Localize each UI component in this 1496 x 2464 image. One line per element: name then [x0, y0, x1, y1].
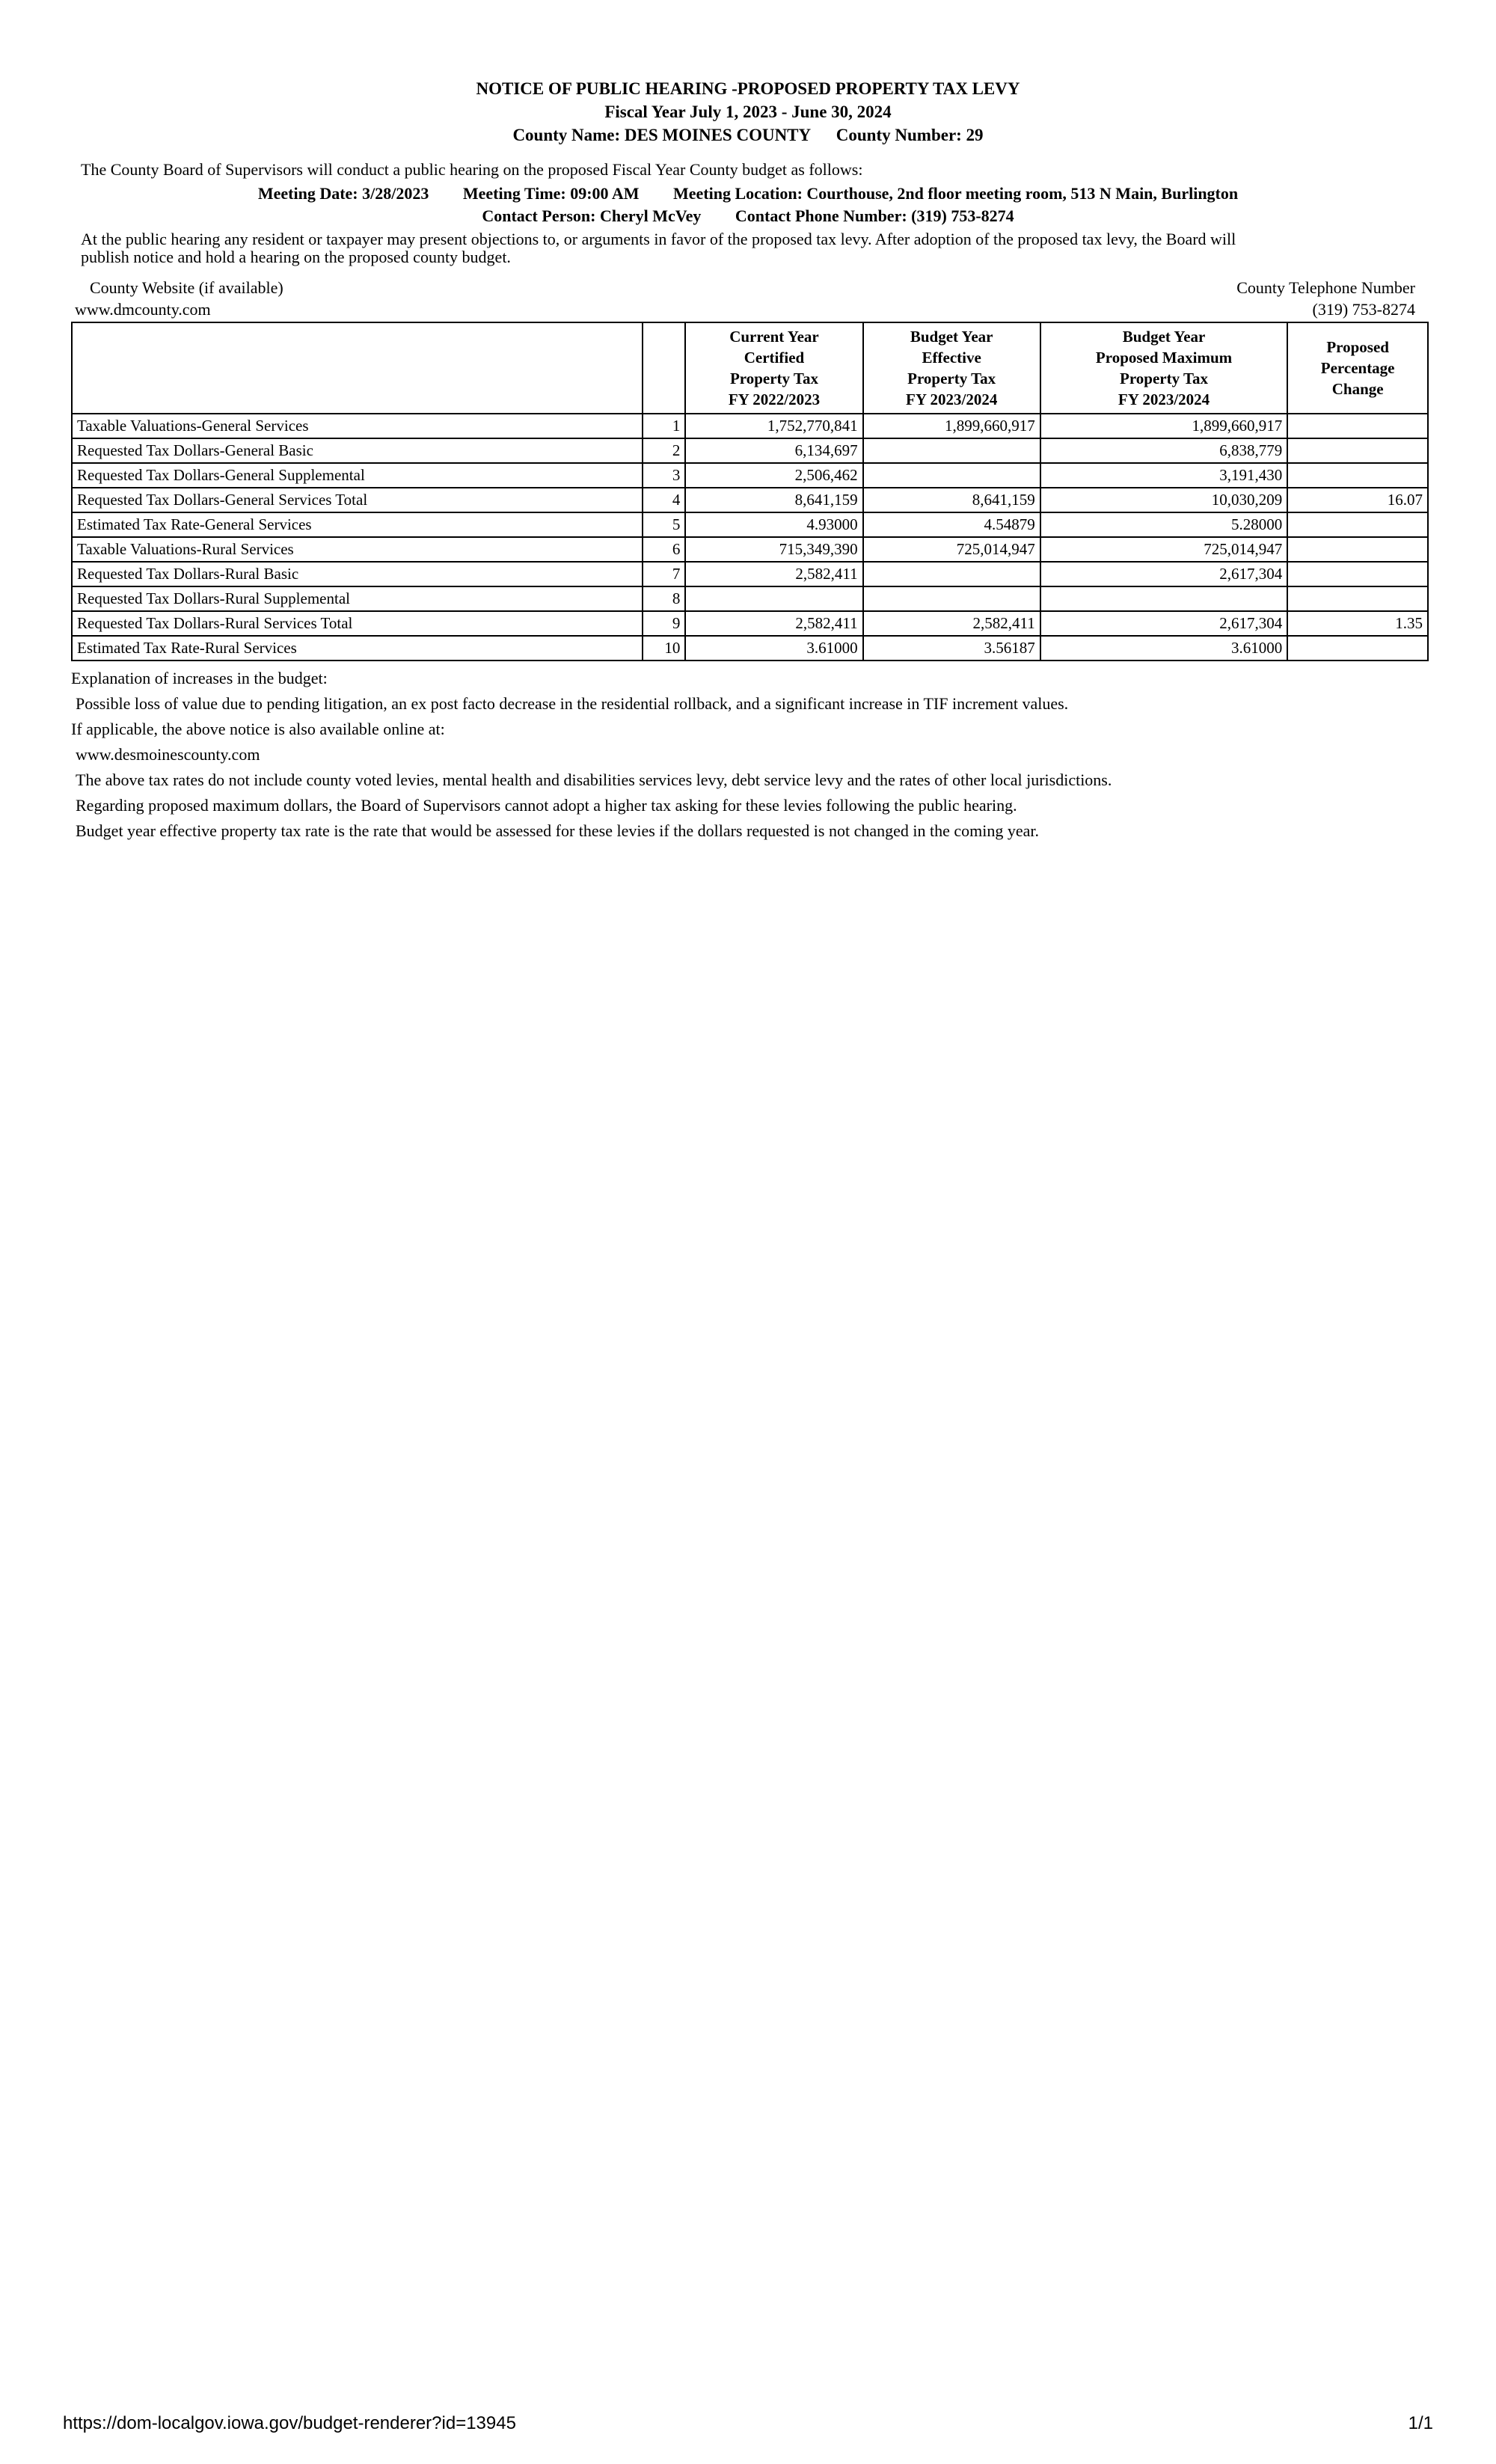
- row-number: 6: [643, 537, 686, 562]
- phone-value: (319) 753-8274: [1312, 300, 1415, 319]
- public-hearing-line-2: publish notice and hold a hearing on the proposed county budget.: [81, 248, 511, 266]
- header-blank: [72, 322, 643, 414]
- row-label: Requested Tax Dollars-Rural Supplemental: [72, 586, 643, 611]
- header-blank-num: [643, 322, 686, 414]
- row-label: Requested Tax Dollars-Rural Basic: [72, 562, 643, 586]
- cell-percentage-change: 1.35: [1287, 611, 1428, 636]
- cell-budget-maximum: 725,014,947: [1040, 537, 1288, 562]
- cell-percentage-change: 16.07: [1287, 488, 1428, 512]
- levy-table-body: [72, 414, 1428, 661]
- notice-header: [0, 77, 1496, 147]
- cell-current-year: 2,506,462: [685, 463, 862, 488]
- table-row: [72, 463, 1428, 488]
- cell-current-year: 3.61000: [685, 636, 862, 661]
- row-label: Estimated Tax Rate-Rural Services: [72, 636, 643, 661]
- cell-budget-effective: 2,582,411: [863, 611, 1040, 636]
- cell-percentage-change: [1287, 463, 1428, 488]
- county-number: County Number: 29: [836, 126, 984, 144]
- table-row: [72, 537, 1428, 562]
- table-row: [72, 562, 1428, 586]
- table-row: [72, 414, 1428, 438]
- meeting-time: Meeting Time: 09:00 AM: [462, 184, 640, 203]
- cell-percentage-change: [1287, 414, 1428, 438]
- cell-current-year: [685, 586, 862, 611]
- cell-percentage-change: [1287, 586, 1428, 611]
- row-label: Requested Tax Dollars-General Basic: [72, 438, 643, 463]
- row-label: Requested Tax Dollars-Rural Services Total: [72, 611, 643, 636]
- public-hearing-line-1: At the public hearing any resident or taxpayer may present objections to, or arguments in favor of the proposed tax levy. After adoption of the proposed tax levy, the Board will: [81, 230, 1236, 248]
- row-number: 4: [643, 488, 686, 512]
- header-current-year: Current Year Certified Property Tax FY 2022/2023: [685, 322, 862, 414]
- cell-budget-effective: [863, 562, 1040, 586]
- cell-budget-maximum: 1,899,660,917: [1040, 414, 1288, 438]
- online-label: If applicable, the above notice is also available online at:: [71, 720, 445, 738]
- row-number: 3: [643, 463, 686, 488]
- contact-person: Contact Person: Cheryl McVey: [482, 206, 702, 225]
- cell-budget-effective: 4.54879: [863, 512, 1040, 537]
- cell-budget-maximum: 6,838,779: [1040, 438, 1288, 463]
- fiscal-year: Fiscal Year July 1, 2023 - June 30, 2024: [604, 102, 892, 121]
- row-number: 5: [643, 512, 686, 537]
- cell-budget-effective: 3.56187: [863, 636, 1040, 661]
- header-budget-effective: Budget Year Effective Property Tax FY 2023/2024: [863, 322, 1040, 414]
- intro-text: The County Board of Supervisors will conduct a public hearing on the proposed Fiscal Year County budget as follows:: [81, 160, 863, 179]
- cell-percentage-change: [1287, 636, 1428, 661]
- cell-budget-effective: 725,014,947: [863, 537, 1040, 562]
- header-budget-maximum: Budget Year Proposed Maximum Property Tax FY 2023/2024: [1040, 322, 1288, 414]
- cell-budget-maximum: 2,617,304: [1040, 611, 1288, 636]
- contact-phone: Contact Phone Number: (319) 753-8274: [735, 206, 1014, 225]
- cell-current-year: 715,349,390: [685, 537, 862, 562]
- website-link[interactable]: www.dmcounty.com: [75, 300, 211, 319]
- row-label: Requested Tax Dollars-General Supplemental: [72, 463, 643, 488]
- cell-budget-maximum: 3,191,430: [1040, 463, 1288, 488]
- meeting-location: Meeting Location: Courthouse, 2nd floor meeting room, 513 N Main, Burlington: [673, 184, 1239, 203]
- phone-label: County Telephone Number: [1236, 278, 1415, 297]
- cell-current-year: 2,582,411: [685, 562, 862, 586]
- table-row: [72, 438, 1428, 463]
- row-number: 2: [643, 438, 686, 463]
- cell-percentage-change: [1287, 438, 1428, 463]
- row-label: Taxable Valuations-General Services: [72, 414, 643, 438]
- row-label: Taxable Valuations-Rural Services: [72, 537, 643, 562]
- cell-budget-maximum: 5.28000: [1040, 512, 1288, 537]
- public-hearing-paragraph: [81, 230, 1427, 266]
- meeting-date: Meeting Date: 3/28/2023: [257, 184, 429, 203]
- row-number: 1: [643, 414, 686, 438]
- row-number: 7: [643, 562, 686, 586]
- cell-budget-effective: 1,899,660,917: [863, 414, 1040, 438]
- meeting-details: [0, 183, 1496, 227]
- disclaimer-3: Budget year effective property tax rate is the rate that would be assessed for these levies if the dollars requested is not changed in the coming year.: [76, 821, 1039, 840]
- cell-budget-effective: [863, 438, 1040, 463]
- row-number: 10: [643, 636, 686, 661]
- disclaimer-1: The above tax rates do not include county voted levies, mental health and disabilities services levy, debt service levy and the rates of other local jurisdictions.: [76, 770, 1112, 789]
- row-label: Estimated Tax Rate-General Services: [72, 512, 643, 537]
- county-name: County Name: DES MOINES COUNTY: [512, 126, 811, 144]
- row-number: 9: [643, 611, 686, 636]
- table-row: [72, 512, 1428, 537]
- table-row: [72, 586, 1428, 611]
- cell-current-year: 6,134,697: [685, 438, 862, 463]
- cell-budget-effective: [863, 463, 1040, 488]
- table-row: [72, 636, 1428, 661]
- website-label: County Website (if available): [90, 278, 283, 297]
- table-header-row: [72, 322, 1428, 414]
- header-percentage-change: Proposed Percentage Change: [1287, 322, 1428, 414]
- county-line: [0, 123, 1496, 147]
- cell-budget-maximum: [1040, 586, 1288, 611]
- explanation-text: Possible loss of value due to pending litigation, an ex post facto decrease in the residential rollback, and a significant increase in TIF increment values.: [76, 694, 1069, 713]
- cell-percentage-change: [1287, 537, 1428, 562]
- table-row: [72, 611, 1428, 636]
- cell-current-year: 2,582,411: [685, 611, 862, 636]
- levy-table: [71, 322, 1429, 661]
- cell-budget-maximum: 3.61000: [1040, 636, 1288, 661]
- row-number: 8: [643, 586, 686, 611]
- footer-page-number: 1/1: [1408, 2413, 1433, 2433]
- explanation-label: Explanation of increases in the budget:: [71, 669, 328, 687]
- cell-percentage-change: [1287, 512, 1428, 537]
- online-url[interactable]: www.desmoinescounty.com: [76, 745, 260, 764]
- cell-budget-maximum: 10,030,209: [1040, 488, 1288, 512]
- notice-title: NOTICE OF PUBLIC HEARING -PROPOSED PROPERTY TAX LEVY: [476, 79, 1020, 98]
- table-row: [72, 488, 1428, 512]
- cell-budget-effective: 8,641,159: [863, 488, 1040, 512]
- cell-current-year: 4.93000: [685, 512, 862, 537]
- notes-section: [71, 666, 1112, 844]
- cell-budget-effective: [863, 586, 1040, 611]
- cell-budget-maximum: 2,617,304: [1040, 562, 1288, 586]
- disclaimer-2: Regarding proposed maximum dollars, the Board of Supervisors cannot adopt a higher tax asking for these levies following the public hearing.: [76, 796, 1017, 815]
- cell-current-year: 1,752,770,841: [685, 414, 862, 438]
- cell-current-year: 8,641,159: [685, 488, 862, 512]
- footer-url[interactable]: https://dom-localgov.iowa.gov/budget-renderer?id=13945: [63, 2413, 516, 2433]
- cell-percentage-change: [1287, 562, 1428, 586]
- row-label: Requested Tax Dollars-General Services Total: [72, 488, 643, 512]
